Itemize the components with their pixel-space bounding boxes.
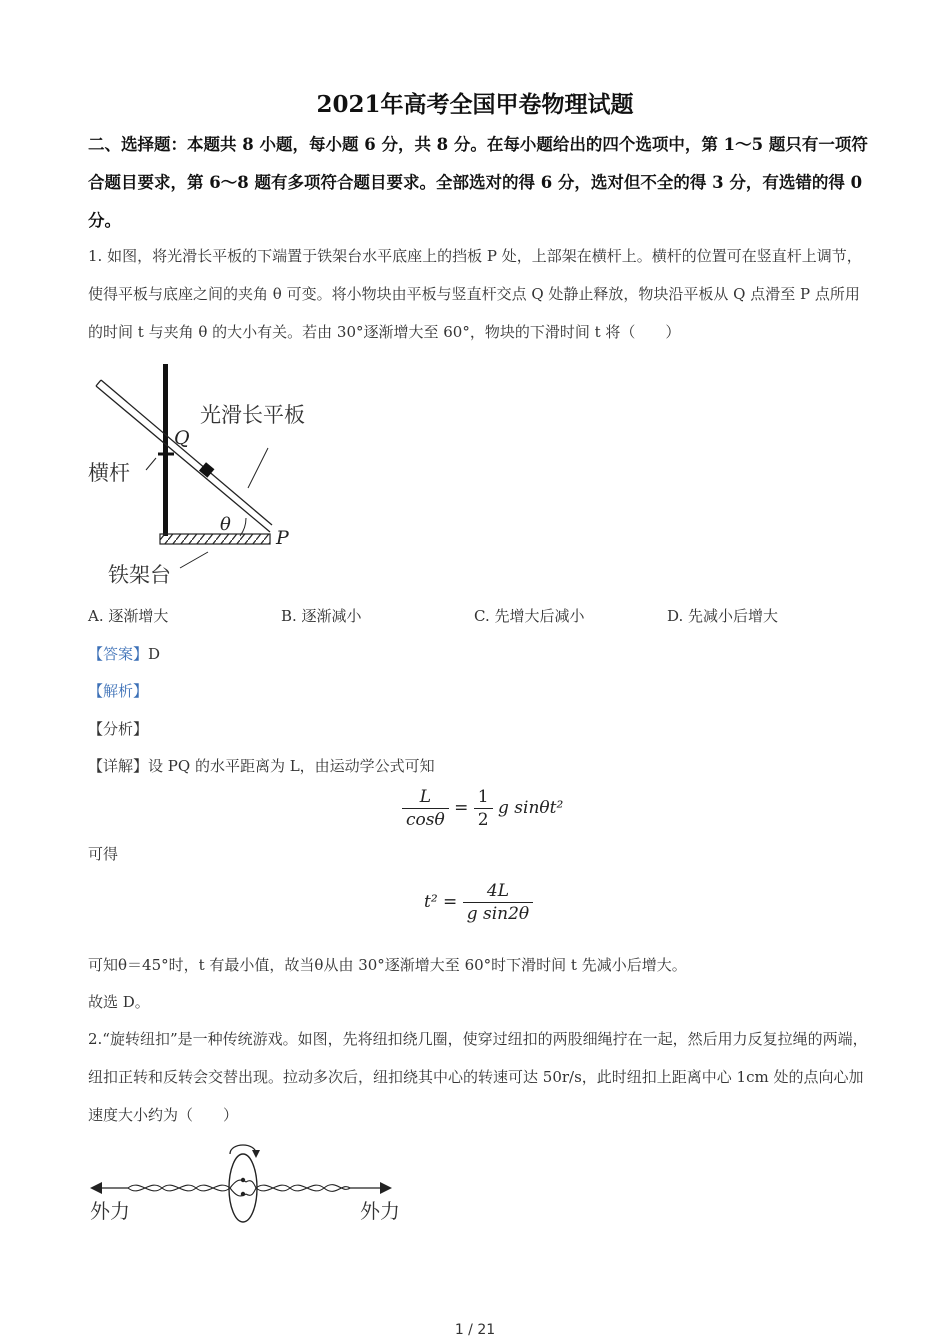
option-a: A. 逐渐增大 [88,607,169,625]
answer-tag: 【答案】 [88,645,149,663]
answer-value: D [148,645,161,663]
force-label-left: 外力 [90,1199,130,1223]
button-disc [229,1154,257,1222]
theta-label: θ [220,514,231,535]
conclusion-text: 可知θ＝45°时，t 有最小值，故当θ从由 30°逐渐增大至 60°时下滑时间 t 先减小后增大。 [88,956,687,974]
detail-tag: 【详解】 [88,757,149,775]
answer-line [88,643,160,664]
detail-text: 设 PQ 的水平距离为 L，由运动学公式可知 [148,757,435,775]
kede-text: 可得 [88,845,119,863]
choose-text: 故选 D。 [88,993,150,1011]
section-heading: 二、选择题：本题共 8 小题，每小题 6 分，共 8 分。在每小题给出的四个选项中，第 1～5 题只有一项符合题目要求，第 6～8 题有多项符合题目要求。全部选对的得 6 分，选对但不全的得 3 分，有选错的得 0 分。 [88,135,868,230]
force-label-right: 外力 [360,1199,400,1223]
equation-1: $\frac{L}{\cos\theta}$ = $\frac{1}{2}$ g sinθt² [402,786,563,831]
vertical-rod [163,364,168,536]
question-1-text: 1. 如图，将光滑长平板的下端置于铁架台水平底座上的挡板 P 处，上部架在横杆上。横杆的位置可在竖直杆上调节，使得平板与底座之间的夹角 θ 可变。将小物块由平板与竖直杆交点 Q 处静止释放，物块沿平板从 Q 点滑至 P 点所用的时间 t 与夹角 θ 的大小有关。若由 30°逐渐增大至 60°，物块的下滑时间 t 将（ ） [88,247,862,341]
stand-base [160,534,270,544]
incline-figure [80,360,340,590]
page-number: 1 / 21 [454,1322,496,1338]
q-point-label: Q [174,427,190,449]
equation-2: t² = $\frac{4L}{\text{g sin2θ}}$ [424,880,533,925]
option-d: D. 先减小后增大 [667,607,779,625]
button-spinner-figure [80,1132,410,1228]
bar-label: 横杆 [88,461,130,485]
board-label: 光滑长平板 [200,403,305,427]
option-c: C. 先增大后减小 [474,607,585,625]
p-point-label: P [276,527,289,549]
fenxi-tag: 【分析】 [88,720,149,738]
option-b: B. 逐渐减小 [281,607,362,625]
analysis-tag: 【解析】 [88,682,149,700]
stand-label: 铁架台 [108,563,171,587]
question-2-text: 2.“旋转纽扣”是一种传统游戏。如图，先将纽扣绕几圈，使穿过纽扣的两股细绳拧在一起，然后用力反复拉绳的两端，纽扣正转和反转会交替出现。拉动多次后，纽扣绕其中心的转速可达 50r/s，此时纽扣上距离中心 1cm 处的点向心加速度大小约为（ ） [88,1030,868,1124]
page-title: 2021年高考全国甲卷物理试题 [316,91,634,118]
detail-line [88,755,435,776]
